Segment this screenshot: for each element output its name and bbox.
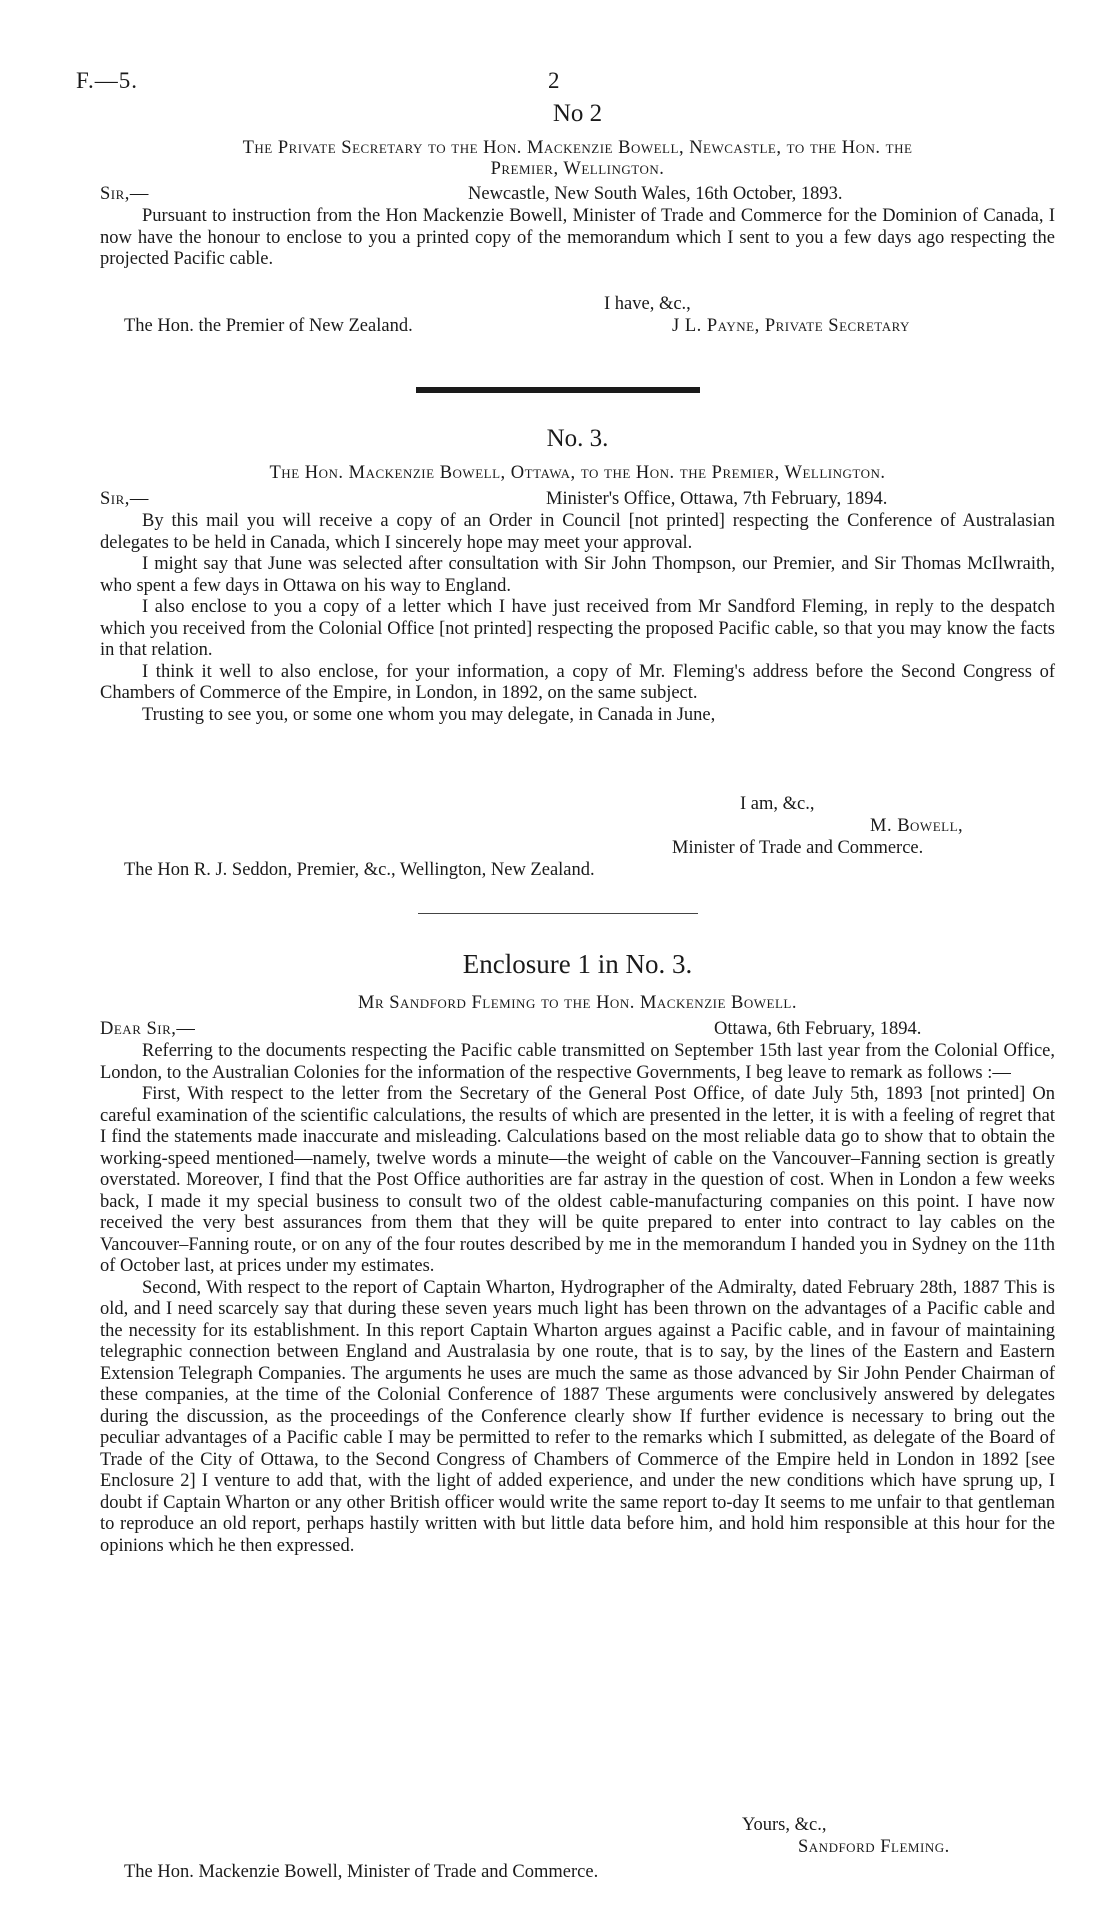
no3-paragraph: I might say that June was selected after consultation with Sir John Thompson, our Premier, and Sir Thomas McIlwraith, who spent a few days in Ottawa on his way to England. (100, 554, 1055, 596)
no2-title-line1: The Private Secretary to the Hon. Mackenzie Bowell, Newcastle, to the Hon. the (242, 138, 913, 158)
no3-paragraph: Trusting to see you, or some one whom you may delegate, in Canada in June, (142, 704, 716, 725)
enclosure-signature: Sandford Fleming. (798, 1837, 950, 1857)
enclosure-salutation: Dear Sir,— (100, 1019, 196, 1039)
no2-body-block (100, 206, 1055, 271)
no3-paragraph: I think it well to also enclose, for your information, a copy of Mr. Fleming's address before the Second Congress of Chambers of Commerce of the Empire, in London, in 1892, on the same subject. (100, 661, 1055, 703)
no2-body-paragraph: Pursuant to instruction from the Hon Mackenzie Bowell, Minister of Trade and Commerce for the Dominion of Canada, I now have the honour to enclose to you a printed copy of the memorandum which I sent to you a few days ago respecting the projected Pacific cable. (100, 206, 1055, 269)
enclosure-title: Mr Sandford Fleming to the Hon. Mackenzie Bowell. (358, 993, 797, 1013)
no2-salutation: Sir,— (100, 184, 149, 204)
section-divider-thin (418, 913, 698, 914)
no3-body-block (100, 511, 1055, 726)
section-divider-thick (416, 387, 700, 393)
no2-title-line2: Premier, Wellington. (490, 159, 665, 179)
no2-closing: I have, &c., (604, 294, 691, 314)
enclosure-closing: Yours, &c., (742, 1815, 827, 1835)
no3-place-date: Minister's Office, Ottawa, 7th February, 1894. (546, 489, 888, 509)
no2-signature: J L. Payne, Private Secretary (672, 316, 910, 336)
document-reference: F.—5. (76, 68, 138, 93)
no3-heading: No. 3. (546, 425, 609, 452)
no3-signature: M. Bowell, (870, 816, 964, 836)
enclosure-paragraph: Referring to the documents respecting the Pacific cable transmitted on September 15th last year from the Colonial Office, London, to the Australian Colonies for the information of the respective Governments, I beg leave to remark as follows :— (100, 1041, 1055, 1083)
no3-title: The Hon. Mackenzie Bowell, Ottawa, to the Hon. the Premier, Wellington. (269, 463, 886, 483)
no3-salutation: Sir,— (100, 489, 149, 509)
enclosure-paragraph: Second, With respect to the report of Captain Wharton, Hydrographer of the Admiralty, dated February 28th, 1887 This is old, and I need scarcely say that during these seven years much light has been thrown on the advantages of a Pacific cable and the necessity for its establishment. In this report Captain Wharton argues against a Pacific cable, and in favour of maintaining telegraphic connection between England and Australasia by one route, that is to say, by the lines of the Eastern and Eastern Extension Telegraph Companies. The arguments he uses are much the same as those advanced by Sir John Pender Chairman of these companies, at the time of the Colonial Conference of 1887 These arguments were conclusively answered by delegates during the discussion, as the proceedings of the Conference clearly show If further evidence is necessary to bring out the peculiar advantages of a Pacific cable I may be permitted to refer to the remarks which I submitted, as delegate of the Board of Trade of the City of Ottawa, to the Second Congress of Chambers of Commerce of the Empire held in London in 1892 [see Enclosure 2] I venture to add that, with the light of added experience, and under the new conditions which have sprung up, I doubt if Captain Wharton or any other British officer would write the same report to-day It seems to me unfair to that gentleman to reproduce an old report, perhaps hastily written with but little data before him, and hold him responsible at this hour for the opinions which he then expressed. (100, 1277, 1055, 1556)
enclosure-heading: Enclosure 1 in No. 3. (462, 949, 693, 979)
no3-paragraph: By this mail you will receive a copy of an Order in Council [not printed] respecting the Conference of Australasian delegates to be held in Canada, which I sincerely hope may meet your approval. (100, 511, 1055, 553)
page-number: 2 (548, 68, 560, 93)
enclosure-paragraph: First, With respect to the letter from the Secretary of the General Post Office, of date July 5th, 1893 [not printed] On careful examination of the scientific calculations, the results of which are presented in the letter, it is with a feeling of regret that I find the statements made inaccurate and misleading. Calculations based on the most reliable data go to show that to obtain the working-speed mentioned—namely, twelve words a minute—the weight of cable on the Vancouver–Fanning section is greatly overstated. Moreover, I find that the Post Office authorities are far astray in the question of cost. When in London a few weeks back, I made it my special business to consult two of the oldest cable-manufacturing companies on this point. I have now received the very best assurances from them that they will be quite prepared to enter into contract to lay cables on the Vancouver–Fanning route, or on any of the four routes described by me in the memorandum I handed you in Sydney on the 11th of October last, at prices under my estimates. (100, 1084, 1055, 1276)
no2-heading: No 2 (552, 100, 603, 127)
no3-paragraph: I also enclose to you a copy of a letter which I have just received from Mr Sandford Fleming, in reply to the despatch which you received from the Colonial Office [not printed] respecting the proposed Pacific cable, so that you may know the facts in that relation. (100, 597, 1055, 660)
no3-addressee: The Hon R. J. Seddon, Premier, &c., Wellington, New Zealand. (124, 860, 595, 880)
no2-addressee: The Hon. the Premier of New Zealand. (124, 316, 413, 336)
no3-signature-title: Minister of Trade and Commerce. (672, 838, 924, 858)
no3-closing: I am, &c., (740, 794, 815, 814)
enclosure-place-date: Ottawa, 6th February, 1894. (714, 1019, 922, 1039)
no2-place-date: Newcastle, New South Wales, 16th October, 1893. (468, 184, 843, 204)
enclosure-addressee: The Hon. Mackenzie Bowell, Minister of Trade and Commerce. (124, 1862, 599, 1882)
enclosure-body-block (100, 1041, 1055, 1557)
